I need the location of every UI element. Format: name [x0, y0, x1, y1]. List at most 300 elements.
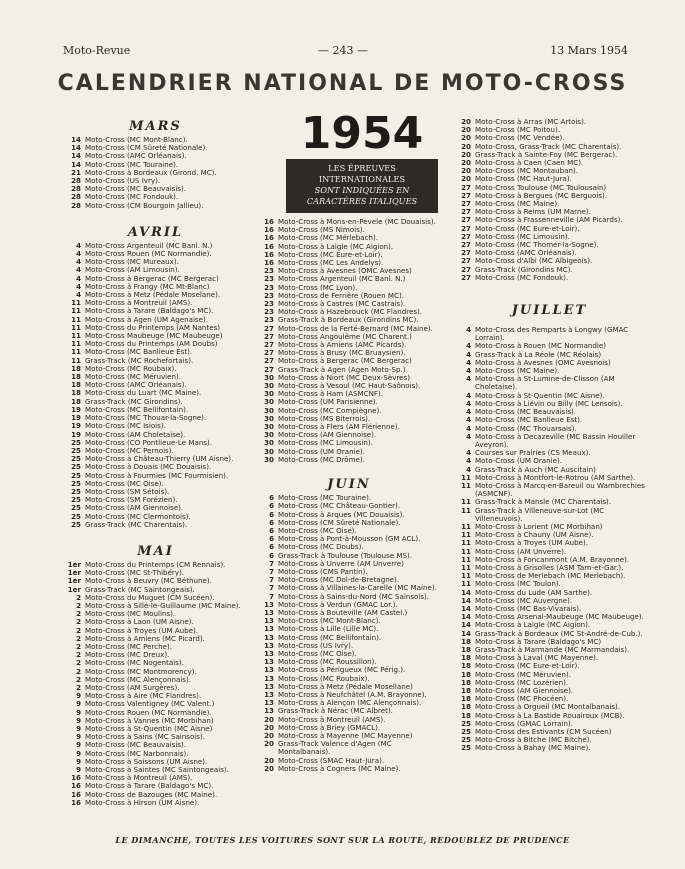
entry-event: Moto-Cross de la Ferté-Bernard (MC Maine).: [278, 323, 433, 333]
entry-event: Moto-Cross à Metz (Pédale Moselane).: [85, 290, 221, 300]
entry-date: 9: [76, 756, 81, 766]
entry-date: 27: [461, 199, 471, 209]
entry-date: 27: [264, 323, 274, 333]
entry-event: Moto-Cross (MC St-Thibéry).: [85, 568, 185, 578]
entry-date: 13: [264, 624, 274, 634]
entry-event: Moto-Cross (MC Limousin).: [475, 231, 570, 241]
entry-date: 27: [461, 223, 471, 233]
entry-date: 18: [461, 661, 471, 671]
entry-date: 25: [71, 470, 81, 480]
entry-event: Moto-Cross (MC Roubaix).: [85, 363, 177, 373]
entry-event: Moto-Cross à Mons-en-Pevele (MC Douaisis).: [278, 217, 436, 226]
entry-date: 20: [264, 739, 274, 749]
entry-date: 13: [264, 616, 274, 626]
entry-date: 11: [71, 339, 81, 349]
spacer: [63, 529, 248, 543]
entry-event: Moto-Cross (MC Isiois).: [85, 421, 166, 431]
entry-event: Moto-Cross à Avesnes (OMC Avesnes): [278, 266, 412, 276]
entry-date: 23: [264, 266, 274, 276]
section-title-avril: AVRIL: [127, 224, 184, 240]
entry-event: Moto-Cross à Cogners (MC Maine).: [278, 763, 401, 773]
entry-date: 2: [76, 600, 81, 610]
entry-event: Moto-Cross (MC Compiègne).: [278, 405, 382, 415]
entry-date: 20: [461, 117, 471, 126]
entry-event: Moto-Cross (MC Thouar-la-Sogne).: [85, 413, 207, 423]
entry-date: 14: [461, 595, 471, 605]
entry-date: 7: [269, 566, 274, 576]
entry-event: Moto-Cross (MC Maine).: [475, 199, 560, 209]
entry-date: 27: [264, 340, 274, 350]
entry-date: 23: [264, 299, 274, 309]
entry-event: Moto-Cross Argenteuil (MC Banl. N.): [278, 274, 406, 284]
entry-date: 11: [71, 314, 81, 324]
entry-date: 27: [264, 356, 274, 366]
entry-event: Moto-Cross à Vesoul (MC Haut-Saônois).: [278, 381, 421, 391]
entry-date: 16: [71, 789, 81, 799]
entry-event: Moto-Cross (MC Thouarsais).: [475, 423, 577, 433]
entry-event: Moto-Cross à Chauny (UM Aisne).: [475, 530, 594, 540]
entry-date: 6: [269, 534, 274, 544]
entry-event: Moto-Cross à Laon (UM Aisne).: [85, 617, 194, 627]
entry-event: Moto-Cross à Marcq-en-Bareuil ou Wambrechies (ASMCNF).: [475, 480, 645, 499]
entry-date: 16: [264, 249, 274, 259]
entry-date: 4: [466, 341, 471, 351]
entry-event: Moto-Cross à Briey (GMACL).: [278, 722, 381, 732]
entry-event: Moto-Cross (AM Choletaise).: [85, 429, 186, 439]
entry-date: 11: [71, 331, 81, 341]
entry-event: Moto-Cross (MC Mureaux).: [85, 257, 179, 267]
entry-date: 4: [466, 464, 471, 474]
entry-event: Moto-Cross (MC Thomer-la-Sogne).: [475, 240, 599, 250]
entry-date: 25: [71, 486, 81, 496]
entry-event: Grass-Track à Marmande (MC Marmandais).: [475, 644, 630, 654]
entry-date: 25: [461, 743, 471, 753]
entry-event: Moto-Cross à Bordeaux (Girond. MC).: [85, 167, 217, 177]
entry-date: 9: [76, 707, 81, 717]
entry-event: Moto-Cross (MC Vendée).: [475, 133, 565, 143]
juin-list: [256, 494, 442, 773]
entry-event: Moto-Cross à Avesnes (OMC Avesnois): [475, 357, 611, 367]
entry-date: 13: [264, 698, 274, 708]
entry-date: 9: [76, 699, 81, 709]
entry-date: 7: [269, 558, 274, 568]
entry-event: Moto-Cross à Périgueux (MC Périg.).: [278, 665, 406, 675]
entry-date: 2: [76, 666, 81, 676]
entry-event: Moto-Cross du Lude (AM Sarthe).: [475, 587, 593, 597]
entry-date: 9: [76, 740, 81, 750]
entry-event: Moto-Cross à Laval (MC Mayenne).: [475, 653, 599, 663]
entry-event: Grass-Track à Auch (MC Auscitain): [475, 464, 596, 474]
entry-event: Moto-Cross (UM Oranie).: [475, 456, 563, 466]
entry-event: Moto-Cross à Metz (Pédale Mosellane): [278, 681, 413, 691]
entry-event: Moto-Cross à Foncanmont (A.M. Brayonne).: [475, 554, 630, 564]
entry-date: 13: [264, 648, 274, 658]
entry-event: Moto-Cross (SM Forézien).: [85, 495, 178, 505]
entry-date: 2: [76, 625, 81, 635]
entry-event: Moto-Cross (MC Dreux).: [85, 650, 170, 660]
entry-event: Moto-Cross (MC Nogentais).: [85, 658, 184, 668]
entry-date: 16: [71, 773, 81, 783]
entry-date: 20: [264, 714, 274, 724]
entry-event: Moto-Cross (MC Touraine).: [85, 159, 179, 169]
entry-date: 25: [71, 519, 81, 529]
entry-date: 6: [269, 550, 274, 560]
entry-event: Grass-Track (MC Charentais).: [85, 519, 188, 529]
entry-event: Moto-Cross à Montreuil (AMS).: [85, 298, 193, 308]
right-column: [453, 118, 646, 753]
entry-event: Moto-Cross du Muguet (CM Sucéen).: [85, 592, 215, 602]
entry-event: Moto-Cross à St-Quentin (MC Aisne).: [475, 390, 605, 400]
entry-event: Moto-Cross Valentigney (MC Valent.): [85, 699, 215, 709]
entry-event: Moto-Cross à Frassenneville (AM Picards).: [475, 215, 623, 225]
entry-event: Moto-Cross (AM Giennoise).: [475, 686, 574, 695]
entry-date: 2: [76, 617, 81, 627]
entry-event: Moto-Cross du Printemps (CM Rennais).: [85, 559, 226, 569]
entry-date: 14: [71, 143, 81, 153]
entry-date: 1er: [67, 568, 81, 578]
section-title-mai: MAI: [137, 543, 174, 559]
entry-date: 30: [264, 438, 274, 448]
entry-date: 4: [466, 366, 471, 376]
entry-event: Moto-Cross à Bouteville (AM Castel.): [278, 607, 408, 617]
entry-date: 18: [71, 372, 81, 382]
entry-event: Moto-Cross à Bergues (MC Berguois).: [475, 190, 608, 200]
entry-event: Moto-Cross à Sains-du-Nord (MC Sainsois).: [278, 591, 430, 601]
entry-event: Moto-Cross à St-Quentin (MC Aisne): [85, 724, 213, 733]
entry-date: 27: [461, 264, 471, 274]
entry-event: Moto-Cross à Niort (MC Deux-Sèvres): [278, 372, 410, 382]
entry-date: 23: [264, 307, 274, 317]
entry-event: Moto-Cross (MS Biterrois).: [278, 413, 371, 423]
entry-date: 7: [269, 591, 274, 601]
entry-event: Moto-Cross (AMC Orléanais).: [85, 380, 187, 390]
entry-date: 14: [461, 612, 471, 622]
entry-date: 18: [71, 396, 81, 406]
entry-event: Moto-Cross à Reims (UM Marne).: [475, 207, 591, 217]
entry-date: 9: [76, 748, 81, 758]
entry-event: Moto-Cross du Printemps (AM Doubs): [85, 339, 218, 349]
calendar-entry: [63, 521, 248, 529]
entry-date: 4: [466, 456, 471, 466]
entry-date: 4: [76, 265, 81, 275]
entry-date: 14: [71, 159, 81, 169]
entry-date: 25: [461, 727, 471, 737]
entry-event: Courses sur Prairies (CS Meaux).: [475, 448, 591, 458]
entry-date: 14: [461, 620, 471, 630]
entry-date: 4: [466, 407, 471, 417]
entry-event: Moto-Cross à Lille (Lille MC).: [278, 624, 379, 634]
entry-event: Moto-Cross (MC Drôme).: [278, 454, 365, 464]
entry-date: 4: [466, 448, 471, 458]
entry-date: 20: [264, 755, 274, 765]
entry-date: 20: [461, 141, 471, 151]
entry-event: Moto-Cross d'Albi (MC Albigeois).: [475, 256, 593, 266]
entry-date: 16: [71, 781, 81, 791]
entry-event: Moto-Cross à Hazebrouck (MC Flandres).: [278, 307, 423, 317]
entry-event: Moto-Cross du Printemps (AM Nantes): [85, 322, 221, 332]
entry-date: 20: [461, 125, 471, 135]
safety-footer: LE DIMANCHE, TOUTES LES VOITURES SONT SUR LA ROUTE, REDOUBLEZ DE PRUDENCE: [115, 835, 570, 845]
entry-event: Moto-Cross à Montreuil (AMS).: [85, 773, 193, 783]
entry-event: Moto-Cross à Decazeville (MC Bassin Houiller Aveyron).: [475, 431, 636, 449]
entry-date: 28: [71, 176, 81, 186]
entry-event: Moto-Cross à Pont-à-Mousson (GM ACL).: [278, 534, 421, 544]
page-number: — 243 —: [318, 44, 368, 57]
entry-event: Grass-Track Valence d'Agen (MC Montalbanais).: [278, 739, 392, 757]
entry-date: 18: [461, 636, 471, 646]
entry-event: Moto-Cross (CM Bourgoin Jallieu).: [85, 200, 204, 210]
entry-event: Moto-Cross à Flers (AM Flérienne).: [278, 422, 400, 432]
entry-event: Moto-Cross à Montreuil (AMS).: [278, 714, 386, 724]
mars-list: [63, 136, 248, 210]
entry-date: 4: [466, 357, 471, 367]
entry-date: 25: [71, 478, 81, 488]
entry-date: 2: [76, 674, 81, 684]
entry-event: Moto-Cross (MC Dol-de-Bretagne).: [278, 575, 400, 585]
entry-event: Moto-Cross (MC Eure-et-Loir).: [475, 223, 580, 233]
entry-event: Moto-Cross à Tarare (Baldago's MC).: [85, 781, 214, 791]
entry-event: Moto-Cross à Hirson (UM Aisne).: [85, 797, 200, 807]
entry-event: Moto-Cross (CO Pontlieue-Le Mans).: [85, 437, 213, 447]
entry-event: Moto-Cross à St-Lumine-de-Clisson (AM Choletaise).: [475, 374, 615, 392]
entry-date: 14: [71, 151, 81, 161]
entry-event: Moto-Cross (MC Moulins).: [85, 609, 176, 619]
entry-date: 27: [264, 364, 274, 374]
page-header: [0, 44, 685, 58]
entry-date: 16: [264, 241, 274, 251]
entry-event: Moto-Cross (MC Auvergne).: [475, 595, 573, 605]
entry-event: Moto-Cross (MC Méruvien).: [475, 669, 572, 679]
entry-event: Grass-Track à Bordeaux (Girondins MC).: [278, 315, 419, 325]
calendar-entry: [453, 326, 646, 342]
entry-date: 27: [461, 215, 471, 225]
entry-date: 30: [264, 372, 274, 382]
entry-event: Moto-Cross (MC Clermontois).: [85, 511, 191, 521]
entry-event: Moto-Cross (AM Unverre).: [475, 546, 567, 556]
entry-date: 13: [264, 689, 274, 699]
entry-event: Grass-Track à Mansle (MC Charentais).: [475, 497, 612, 507]
entry-date: 18: [71, 380, 81, 390]
entry-date: 27: [264, 348, 274, 358]
entry-date: 4: [466, 349, 471, 359]
entry-date: 6: [269, 517, 274, 527]
entry-event: Moto-Cross à Saintes (MC Saintongeais).: [85, 765, 229, 775]
entry-date: 6: [269, 501, 274, 511]
entry-date: 13: [264, 706, 274, 716]
entry-date: 13: [264, 681, 274, 691]
spacer: [453, 282, 646, 302]
notice-line-2: INTERNATIONALES: [318, 174, 406, 184]
entry-date: 9: [76, 765, 81, 775]
entry-event: Moto-Cross (MC Fondouk).: [85, 192, 179, 202]
entry-date: 20: [264, 763, 274, 773]
entry-event: Moto-Cross (MC Beauvaisis).: [85, 740, 187, 750]
entry-date: 27: [461, 231, 471, 241]
entry-date: 27: [461, 182, 471, 192]
entry-date: 11: [71, 298, 81, 308]
entry-event: Moto-Cross (AM Limousin).: [85, 265, 180, 275]
entry-event: Moto-Cross (CM Sûreté Nationale).: [85, 143, 208, 153]
entry-date: 30: [264, 446, 274, 456]
entry-event: Moto-Cross (MC Limousin).: [278, 438, 373, 448]
entry-date: 13: [264, 665, 274, 675]
entry-event: Grass-Track à Toulouse (Toulouse MS).: [278, 550, 413, 560]
entry-date: 27: [461, 256, 471, 266]
entry-event: Moto-Cross à Troyes (UM Aube).: [475, 538, 589, 548]
entry-event: Moto-Cross à Laigle (MC Aigion).: [475, 620, 591, 630]
entry-date: 16: [264, 233, 274, 243]
entry-date: 11: [461, 562, 471, 572]
entry-event: Moto-Cross à Grisolles (ASM Tarn-et-Gar.).: [475, 562, 624, 572]
entry-date: 28: [71, 200, 81, 210]
entry-event: Moto-Cross (CMS Pantin).: [278, 566, 368, 576]
entry-date: 27: [264, 331, 274, 341]
entry-event: Moto-Cross à La Bastide Rouairoux (MCB).: [475, 710, 625, 720]
entry-event: Moto-Cross (MC Haut-Jura).: [475, 174, 572, 184]
entry-event: Moto-Cross Argenteuil (MC Banl. N.): [85, 240, 213, 250]
entry-date: 11: [461, 530, 471, 540]
issue-date: 13 Mars 1954: [550, 44, 628, 57]
entry-date: 9: [76, 715, 81, 725]
calendar-entry: [453, 507, 646, 523]
entry-date: 23: [264, 290, 274, 300]
entry-date: 20: [461, 149, 471, 159]
entry-event: Moto-Cross (MS Nimois).: [278, 225, 365, 235]
entry-event: Moto-Cross (AM Giennoise).: [278, 430, 377, 440]
entry-event: Moto-Cross à Soissons (UM Aisne).: [85, 756, 208, 766]
entry-event: Moto-Cross à Neufchâtel (A.M. Brayonne).: [278, 689, 427, 699]
entry-date: 11: [461, 505, 471, 515]
entry-event: Moto-Cross (MC Doubs).: [278, 542, 364, 552]
entry-date: 13: [264, 599, 274, 609]
entry-date: 7: [269, 575, 274, 585]
entry-date: 20: [461, 174, 471, 184]
entry-event: Moto-Cross (MC Les Andelys).: [278, 258, 384, 268]
juillet-list: [453, 326, 646, 753]
entry-date: 4: [76, 240, 81, 250]
entry-date: 4: [76, 290, 81, 300]
entry-date: 11: [461, 538, 471, 548]
entry-event: Moto-Cross (MC Poitou).: [475, 125, 561, 135]
entry-date: 30: [264, 454, 274, 464]
entry-date: 27: [461, 207, 471, 217]
entry-event: Moto-Cross à Troyes (UM Aube).: [85, 625, 199, 635]
entry-date: 27: [461, 272, 471, 282]
entry-date: 18: [461, 677, 471, 687]
entry-event: Moto-Cross (MC Mont-Blanc).: [278, 616, 381, 626]
calendar-entry: [256, 456, 442, 464]
calendar-entry: [453, 744, 646, 752]
entry-date: 11: [461, 554, 471, 564]
entry-date: 13: [264, 673, 274, 683]
june-continued-list: [453, 118, 646, 282]
entry-event: Moto-Cross à Mayenne (MC Mayenne): [278, 730, 413, 740]
notice-line-1: LES ÉPREUVES: [328, 163, 396, 173]
entry-date: 6: [269, 542, 274, 552]
entry-date: 11: [71, 355, 81, 365]
entry-event: Moto-Cross à Vannes (MC Morbihan): [85, 715, 214, 725]
entry-event: Moto-Cross à Beuvry (MC Béthune).: [85, 576, 212, 586]
entry-date: 1er: [67, 576, 81, 586]
entry-event: Grass-Track (MC Rochefortais).: [85, 355, 194, 365]
entry-date: 30: [264, 397, 274, 407]
entry-date: 16: [71, 797, 81, 807]
entry-event: Moto-Cross (MC Alençonnais).: [85, 674, 192, 684]
entry-date: 25: [71, 503, 81, 513]
entry-event: Moto-Cross Rouen (MC Normandie).: [85, 249, 212, 259]
international-notice: [286, 159, 438, 213]
entry-event: Grass-Track (Girondins MC).: [475, 264, 573, 274]
entry-date: 18: [71, 388, 81, 398]
entry-event: Moto-Cross (US Ivry).: [278, 640, 354, 650]
entry-event: Moto-Cross à Liévin ou Billy (MC Lensois).: [475, 398, 623, 408]
entry-event: Moto-Cross (AMC Orléanais).: [85, 151, 187, 161]
calendar-entry: [453, 433, 646, 449]
entry-date: 30: [264, 381, 274, 391]
entry-event: Moto-Cross à Sillé-le-Guillaume (MC Maine).: [85, 600, 241, 610]
entry-event: Moto-Cross (MC Montauban).: [475, 166, 579, 176]
entry-date: 6: [269, 493, 274, 503]
entry-date: 25: [71, 511, 81, 521]
entry-event: Moto-Cross Maubeuge (MC Maubeuge): [85, 331, 223, 341]
entry-date: 19: [71, 404, 81, 414]
entry-event: Moto-Cross à Unverre (AM Unverre): [278, 558, 404, 568]
entry-date: 4: [466, 415, 471, 425]
entry-event: Moto-Cross à Amiens (AMC Picards).: [278, 340, 407, 350]
entry-event: Grass-Track (MC Girondins).: [85, 396, 183, 406]
entry-event: Moto-Cross (MC Oise).: [85, 478, 164, 488]
entry-date: 11: [461, 521, 471, 531]
entry-date: 1er: [67, 584, 81, 594]
entry-date: 25: [461, 718, 471, 728]
entry-date: 23: [264, 274, 274, 284]
entry-date: 11: [461, 579, 471, 589]
entry-date: 4: [76, 249, 81, 259]
entry-date: 25: [71, 454, 81, 464]
entry-date: 4: [466, 374, 471, 384]
entry-date: 9: [76, 732, 81, 742]
entry-date: 2: [76, 633, 81, 643]
entry-event: Grass-Track à Nérac (MC Albret).: [278, 706, 393, 716]
entry-event: Moto-Cross Rouen (MC Normandie).: [85, 707, 212, 717]
entry-date: 25: [71, 437, 81, 447]
entry-date: 20: [264, 722, 274, 732]
entry-event: Moto-Cross (CM Sûreté Nationale).: [278, 517, 401, 527]
entry-event: Moto-Cross (AM Surgères).: [85, 682, 180, 692]
entry-event: Moto-Cross (MC Touraine).: [278, 493, 372, 503]
entry-event: Moto-Cross (GMAC Lorrain).: [475, 718, 574, 728]
calendar-entry: [453, 375, 646, 391]
entry-date: 7: [269, 583, 274, 593]
entry-event: Moto-Cross (MC Phocéen).: [475, 694, 569, 704]
entry-date: 18: [461, 644, 471, 654]
entry-date: 2: [76, 650, 81, 660]
entry-date: 11: [71, 347, 81, 357]
entry-date: 4: [466, 423, 471, 433]
entry-event: Moto-Cross à Rouen (MC Normandie): [475, 341, 607, 351]
entry-date: 25: [461, 735, 471, 745]
spacer: [63, 210, 248, 224]
entry-event: Moto-Cross des Estivants (CM Sucéen): [475, 727, 612, 737]
entry-event: Moto-Cross (MC Eure-et-Loir).: [475, 661, 580, 671]
entry-date: 13: [264, 657, 274, 667]
notice-line-4: CARACTÈRES ITALIQUES: [306, 196, 418, 206]
entry-event: Moto-Cross (MC Roubaix).: [278, 673, 370, 683]
entry-date: 18: [461, 669, 471, 679]
section-title-juillet: JUILLET: [511, 303, 588, 319]
entry-event: Grass-Track à Villeneuve-sur-Lot (MC Villeneuvois).: [475, 505, 605, 523]
calendar-entry: [453, 274, 646, 282]
